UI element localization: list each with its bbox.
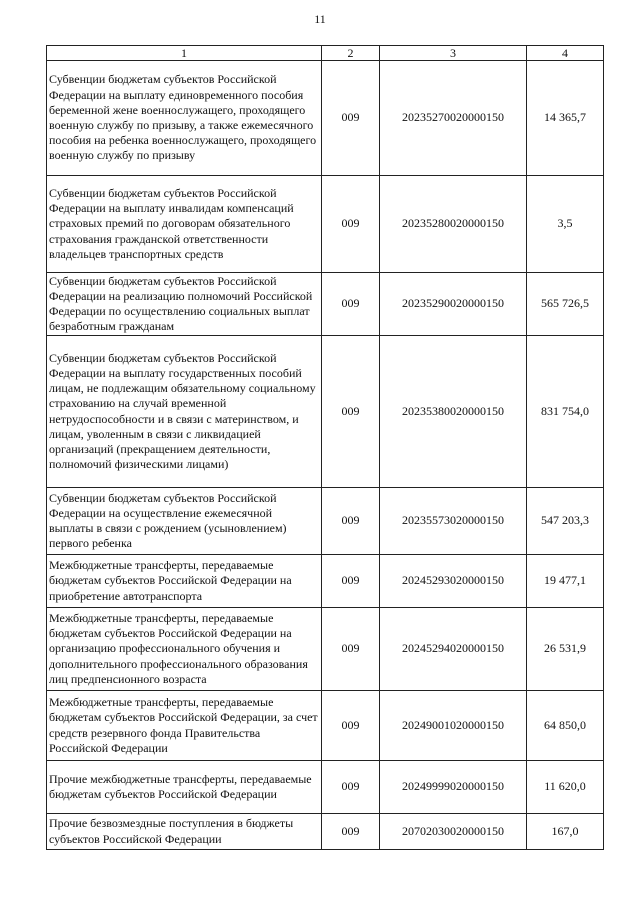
budget-code-cell: 20245294020000150: [380, 608, 527, 691]
amount-cell: 3,5: [527, 176, 604, 273]
amount-cell: 167,0: [527, 814, 604, 850]
admin-code-cell: 009: [322, 555, 380, 608]
admin-code-cell: 009: [322, 488, 380, 555]
amount-cell: 831 754,0: [527, 336, 604, 488]
table-header-row: [47, 46, 604, 61]
budget-code-cell: 20235280020000150: [380, 176, 527, 273]
admin-code-cell: 009: [322, 761, 380, 814]
budget-code-cell: 20235380020000150: [380, 336, 527, 488]
budget-revenue-table: [46, 45, 604, 850]
admin-code-cell: 009: [322, 273, 380, 336]
budget-code-cell: 20249001020000150: [380, 691, 527, 761]
admin-code-cell: 009: [322, 61, 380, 176]
table-row: [47, 555, 604, 608]
revenue-name-cell: Прочие межбюджетные трансферты, передаваемые бюджетам субъектов Российской Федерации: [47, 761, 322, 814]
amount-cell: 11 620,0: [527, 761, 604, 814]
page-number: 11: [314, 12, 326, 26]
amount-cell: 14 365,7: [527, 61, 604, 176]
revenue-name-cell: Межбюджетные трансферты, передаваемые бюджетам субъектов Российской Федерации, за счет средств резервного фонда Правительства Российской Федерации: [47, 691, 322, 761]
table-row: [47, 761, 604, 814]
budget-code-cell: 20249999020000150: [380, 761, 527, 814]
column-header-3: 3: [380, 46, 527, 61]
table-row: [47, 273, 604, 336]
admin-code-cell: 009: [322, 336, 380, 488]
budget-code-cell: 20235290020000150: [380, 273, 527, 336]
admin-code-cell: 009: [322, 176, 380, 273]
budget-code-cell: 20235573020000150: [380, 488, 527, 555]
column-header-1: 1: [47, 46, 322, 61]
column-header-2: 2: [322, 46, 380, 61]
table-row: [47, 691, 604, 761]
revenue-name-cell: Межбюджетные трансферты, передаваемые бюджетам субъектов Российской Федерации на организацию профессионального обучения и дополнительного профессионального образования лиц предпенсионного возраста: [47, 608, 322, 691]
revenue-name-cell: Субвенции бюджетам субъектов Российской Федерации на выплату единовременного пособия беременной жене военнослужащего, проходящего военную службу по призыву, а также ежемесячного пособия на ребенка военнослужащего, проходящего военную службу по призыву: [47, 61, 322, 176]
revenue-name-cell: Субвенции бюджетам субъектов Российской Федерации на выплату государственных пособий лицам, не подлежащим обязательному социальному страхованию на случай временной нетрудоспособности и в связи с материнством, и лицам, уволенным в связи с ликвидацией организаций (прекращением деятельности, полномочий физическими лицами): [47, 336, 322, 488]
admin-code-cell: 009: [322, 691, 380, 761]
budget-code-cell: 20245293020000150: [380, 555, 527, 608]
amount-cell: 547 203,3: [527, 488, 604, 555]
revenue-name-cell: Субвенции бюджетам субъектов Российской Федерации на выплату инвалидам компенсаций страховых премий по договорам обязательного страхования гражданской ответственности владельцев транспортных средств: [47, 176, 322, 273]
revenue-name-cell: Межбюджетные трансферты, передаваемые бюджетам субъектов Российской Федерации на приобретение автотранспорта: [47, 555, 322, 608]
amount-cell: 565 726,5: [527, 273, 604, 336]
column-header-4: 4: [527, 46, 604, 61]
revenue-name-cell: Субвенции бюджетам субъектов Российской Федерации на реализацию полномочий Российской Федерации по осуществлению социальных выплат безработным гражданам: [47, 273, 322, 336]
table-row: [47, 488, 604, 555]
table-row: [47, 608, 604, 691]
table-row: [47, 336, 604, 488]
admin-code-cell: 009: [322, 608, 380, 691]
budget-code-cell: 20235270020000150: [380, 61, 527, 176]
table-row: [47, 61, 604, 176]
budget-code-cell: 20702030020000150: [380, 814, 527, 850]
table-row: [47, 176, 604, 273]
amount-cell: 64 850,0: [527, 691, 604, 761]
amount-cell: 19 477,1: [527, 555, 604, 608]
revenue-name-cell: Субвенции бюджетам субъектов Российской Федерации на осуществление ежемесячной выплаты в связи с рождением (усыновлением) первого ребенка: [47, 488, 322, 555]
admin-code-cell: 009: [322, 814, 380, 850]
revenue-name-cell: Прочие безвозмездные поступления в бюджеты субъектов Российской Федерации: [47, 814, 322, 850]
amount-cell: 26 531,9: [527, 608, 604, 691]
table-row: [47, 814, 604, 850]
